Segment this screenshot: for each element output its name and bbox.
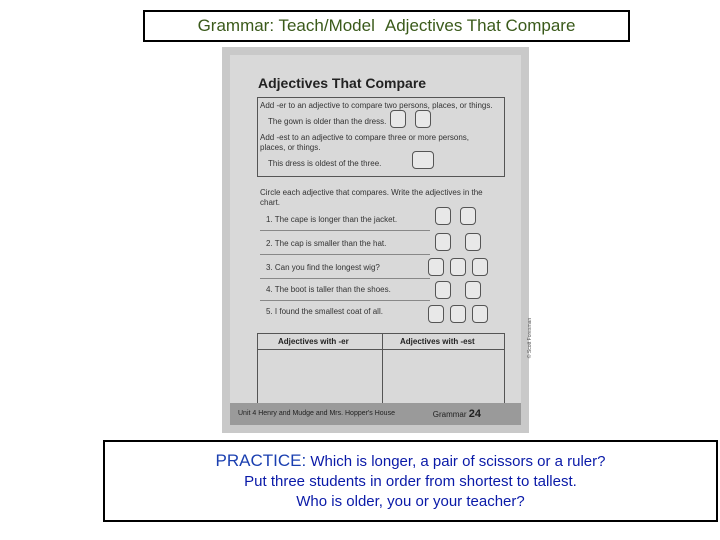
title-left: Grammar: Teach/Model: [197, 16, 375, 35]
footer-label: Grammar: [432, 410, 467, 419]
worksheet-image: [222, 47, 534, 433]
rule-1: Add -er to an adjective to compare two persons, places, or things.: [260, 101, 493, 110]
clothing-picture: [465, 281, 481, 299]
clothing-picture: [428, 305, 444, 323]
example-1: The gown is older than the dress.: [268, 117, 387, 126]
item-5: 5. I found the smallest coat of all.: [266, 307, 383, 316]
divider: [260, 230, 430, 231]
clothing-picture: [435, 207, 451, 225]
worksheet-title: Adjectives That Compare: [258, 75, 427, 91]
practice-question-3: Who is older, you or your teacher?: [296, 493, 525, 510]
clothing-picture: [472, 258, 488, 276]
clothing-picture: [450, 258, 466, 276]
chart-header-er: Adjectives with -er: [278, 337, 349, 346]
footer-unit: Unit 4 Henry and Mudge and Mrs. Hopper's House: [238, 410, 395, 417]
clothing-picture: [412, 151, 434, 169]
footer-page: [433, 408, 481, 420]
item-1: 1. The cape is longer than the jacket.: [266, 215, 398, 224]
copyright-mark: © Scott Foresman: [527, 317, 534, 359]
clothing-picture: [450, 305, 466, 323]
clothing-picture: [472, 305, 488, 323]
clothing-picture: [415, 110, 431, 128]
example-2: This dress is oldest of the three.: [268, 159, 382, 168]
footer-number: 24: [468, 408, 481, 420]
practice-line-1: [105, 451, 716, 472]
clothing-picture: [460, 207, 476, 225]
clothing-picture: [390, 110, 406, 128]
clothing-picture: [428, 258, 444, 276]
practice-label: PRACTICE:: [215, 451, 307, 470]
practice-box: [103, 440, 718, 522]
chart-header-est: Adjectives with -est: [400, 337, 475, 346]
title-right: Adjectives That Compare: [384, 16, 576, 35]
practice-question-1: Which is longer, a pair of scissors or a ruler?: [310, 453, 606, 470]
adjective-chart: [257, 333, 505, 405]
divider: [260, 300, 430, 301]
clothing-picture: [435, 281, 451, 299]
item-2: 2. The cap is smaller than the hat.: [266, 239, 387, 248]
rule-2-line-2: places, or things.: [260, 143, 321, 152]
clothing-picture: [465, 233, 481, 251]
rule-2-line-1: Add -est to an adjective to compare three or more persons,: [260, 133, 469, 142]
page-title: [143, 10, 630, 42]
instructions: Circle each adjective that compares. Write the adjectives in the chart.: [260, 188, 483, 207]
chart-divider: [382, 334, 383, 404]
worksheet-footer: [230, 403, 521, 425]
item-4: 4. The boot is taller than the shoes.: [266, 285, 391, 294]
clothing-picture: [435, 233, 451, 251]
item-3: 3. Can you find the longest wig?: [266, 263, 380, 272]
worksheet-page: [230, 55, 534, 425]
divider: [260, 278, 430, 279]
practice-question-2: Put three students in order from shortest to tallest.: [244, 473, 577, 490]
divider: [260, 254, 430, 255]
